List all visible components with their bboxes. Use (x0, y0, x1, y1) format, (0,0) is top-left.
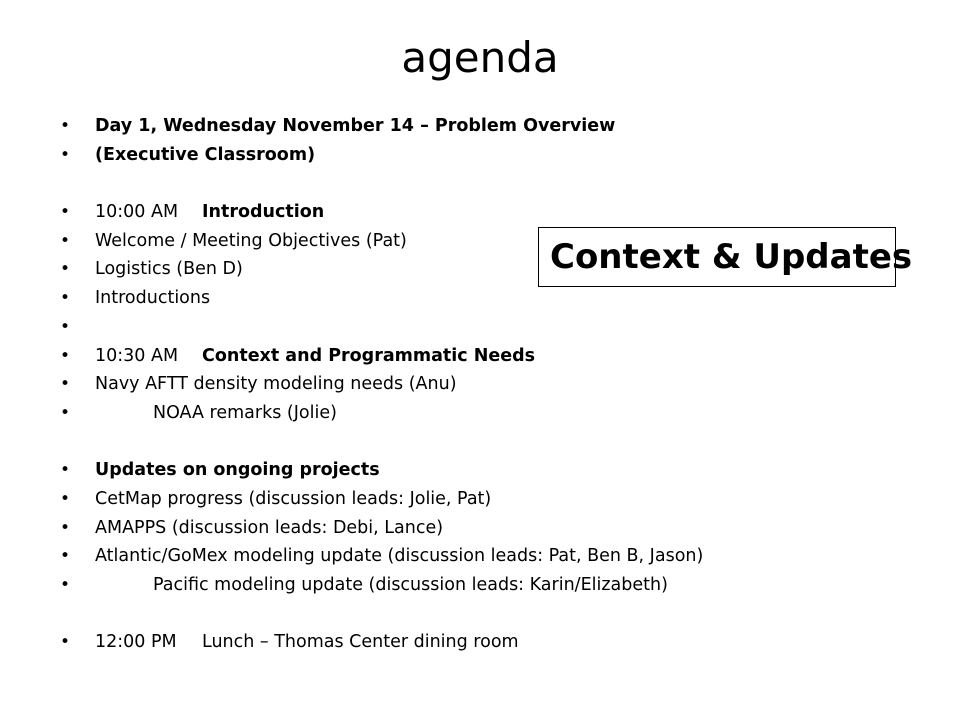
context-updates-callout: Context & Updates (538, 227, 896, 287)
list-item (60, 628, 920, 657)
list-item (60, 456, 920, 485)
bullet-icon: • (60, 460, 71, 481)
bullet-icon: • (60, 288, 71, 309)
location-text: (Executive Classroom) (95, 144, 316, 165)
session-time: 12:00 PM (95, 632, 177, 653)
list-item (60, 313, 920, 342)
section-heading: Updates on ongoing projects (95, 460, 380, 481)
bullet-icon: • (60, 546, 71, 567)
list-item (60, 342, 920, 371)
bullet-icon: • (60, 374, 71, 395)
agenda-item-text: Pacific modeling update (discussion leads: Karin/Elizabeth) (153, 575, 668, 595)
bullet-icon: • (60, 116, 71, 136)
session-time: 10:30 AM (95, 345, 179, 366)
list-item (60, 485, 920, 514)
list-item (60, 542, 920, 571)
list-item (60, 399, 920, 428)
agenda-item-text: Lunch – Thomas Center dining room (202, 632, 519, 653)
agenda-item-text: CetMap progress (discussion leads: Jolie, Pat) (95, 488, 492, 509)
list-item (60, 284, 920, 313)
agenda-item-text: Navy AFTT density modeling needs (Anu) (95, 374, 457, 395)
session-time: 10:00 AM (95, 202, 179, 223)
bullet-icon: • (60, 230, 71, 251)
list-item (60, 198, 920, 227)
agenda-item-text: Introductions (95, 288, 211, 309)
list-item (60, 571, 920, 600)
spacer (60, 600, 920, 629)
list-item (60, 514, 920, 543)
session-title: Context and Programmatic Needs (202, 345, 536, 366)
bullet-icon: • (60, 316, 71, 337)
list-item (60, 370, 920, 399)
spacer (60, 428, 920, 457)
list-item (60, 141, 920, 170)
bullet-icon: • (60, 202, 71, 223)
day-heading: Day 1, Wednesday November 14 – Problem Overview (95, 116, 616, 136)
spacer (60, 169, 920, 198)
agenda-item-text: Logistics (Ben D) (95, 259, 243, 280)
agenda-item-text: Atlantic/GoMex modeling update (discussion leads: Pat, Ben B, Jason) (95, 546, 704, 567)
bullet-icon: • (60, 575, 71, 595)
bullet-icon: • (60, 345, 71, 366)
list-item (60, 112, 920, 141)
bullet-icon: • (60, 517, 71, 538)
slide-title: agenda (401, 33, 559, 82)
bullet-icon: • (60, 632, 71, 653)
bullet-icon: • (60, 144, 71, 165)
bullet-icon: • (60, 488, 71, 509)
bullet-icon: • (60, 402, 71, 423)
session-title: Introduction (202, 202, 325, 223)
agenda-item-text: Welcome / Meeting Objectives (Pat) (95, 230, 407, 251)
bullet-icon: • (60, 259, 71, 280)
agenda-item-text: AMAPPS (discussion leads: Debi, Lance) (95, 517, 444, 538)
agenda-list (60, 112, 920, 657)
agenda-item-text: NOAA remarks (Jolie) (153, 402, 337, 423)
